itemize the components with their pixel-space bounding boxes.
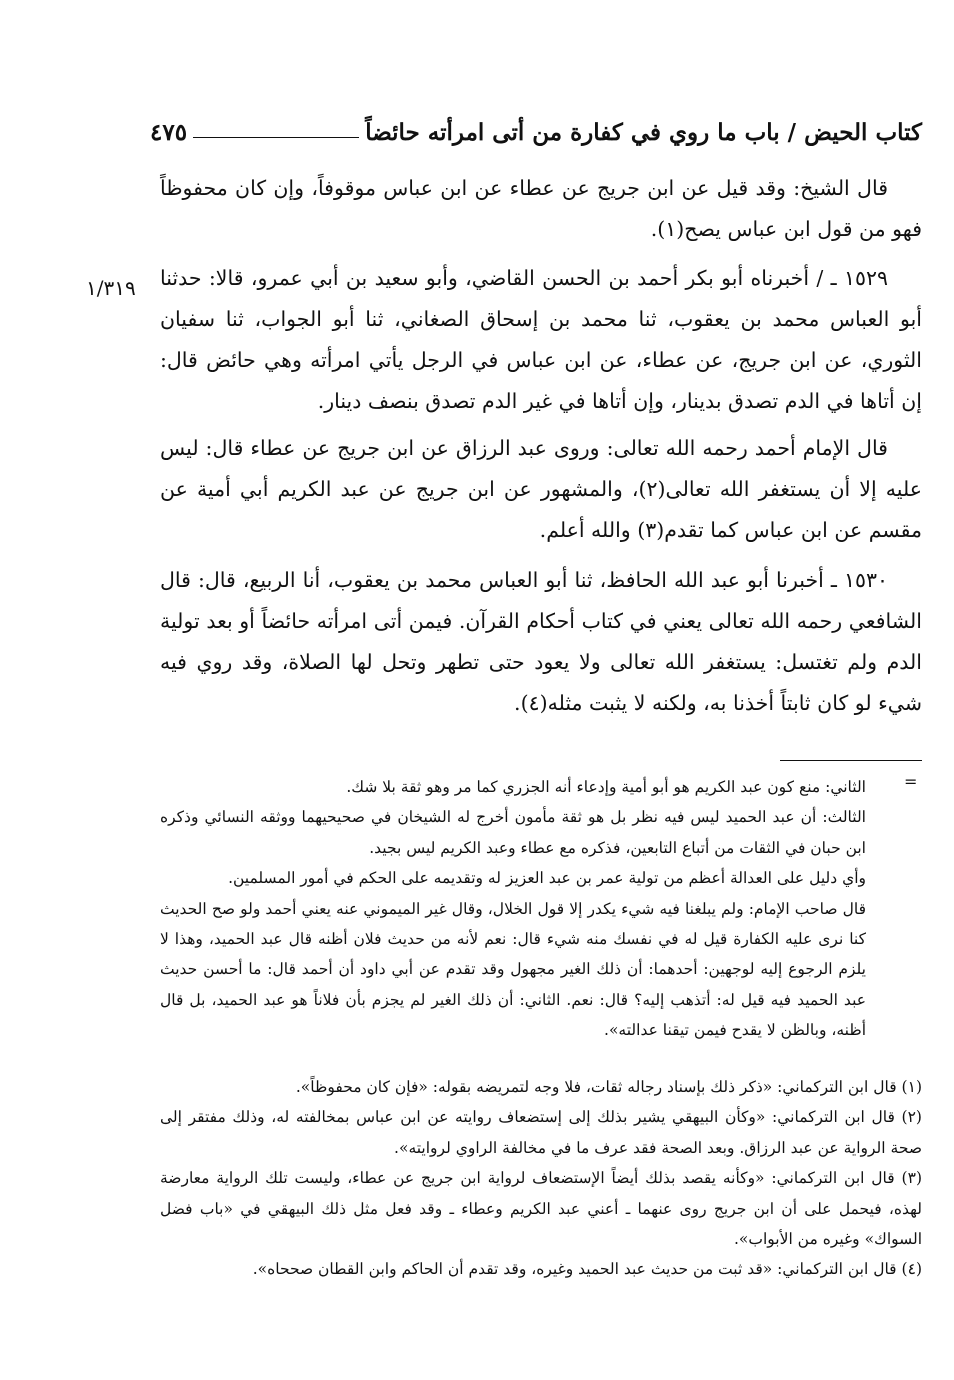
paragraph-hadith-1530: ١٥٣٠ ـ أخبرنا أبو عبد الله الحافظ، ثنا أبو العباس محمد بن يعقوب، أنا الربيع، قال: قال الشافعي رحمه الله تعالى يعني في كتاب أحكام القرآن. فيمن أتى امرأته حائضاً أو بعد تولية الدم ولم تغتسل: يستغفر الله تعالى ولا يعود حتى تطهر وتحل لها الصلاة، وقد روي فيه شيء لو كان ثابتاً أخذنا به، ولكنه لا يثبت مثله(٤). <box>160 568 922 715</box>
footnote-text: قال ابن التركماني: «قد ثبت من حديث عبد الحميد وغيره، وقد تقدم أن الحاكم وابن القطان صححاه». <box>252 1260 897 1279</box>
footnote-number: (٢) <box>901 1108 922 1127</box>
footnote-4 <box>160 1254 922 1284</box>
footnote-cont-line: الثالث: أن عبد الحميد ليس فيه نظر بل هو ثقة مأمون أخرج له الشيخان في صحيحيهما ووثقه النسائي وذكره ابن حبان في الثقات من أتباع التابعين، فذكره مع عطاء وعبد الكريم ليس بجيد. <box>160 808 866 857</box>
footnote-number: (١) <box>901 1078 922 1096</box>
footnotes <box>160 1072 922 1285</box>
footnote-cont-line: وأي دليل على العدالة أعظم من تولية عمر بن عبد العزيز له وتقديمه على الحكم في أمور المسلمين. <box>228 869 866 888</box>
footnote-3 <box>160 1163 922 1254</box>
footnote-cont-line: الثاني: منع كون عبد الكريم هو أبو أمية وإدعاء أنه الجزري كما مر وهو ثقة بلا شك. <box>346 778 866 796</box>
footnote-separator <box>780 760 922 761</box>
margin-reference: ١/٣١٩ <box>86 276 136 300</box>
paragraph-hadith-1529: ١٥٢٩ ـ / أخبرناه أبو بكر أحمد بن الحسن القاضي، وأبو سعيد بن أبي عمرو، قالا: حدثنا أبو العباس محمد بن يعقوب، ثنا محمد بن إسحاق الصغاني، ثنا أبو الجواب، ثنا سفيان الثوري، عن ابن جريج، عن عطاء، عن ابن عباس في الرجل يأتي امرأته وهي حائض قال: إن أتاها في الدم تصدق بدينار، وإن أتاها في غير الدم تصدق بنصف دينار. <box>160 266 922 413</box>
main-text-1530 <box>160 560 922 724</box>
header-title: كتاب الحيض / باب ما روي في كفارة من أتى امرأته حائضاً <box>365 118 922 146</box>
footnote-cont-line: قال صاحب الإمام: ولم يبلغنا فيه شيء يكدر إلا قول الخلال، وقال غير الميموني عنه يعني أحمد ولو صح الحديث كنا نرى عليه الكفارة قيل له في نفسك منه شيء قال: نعم لأنه من حديث فلان أظنه قال عبد الحميد، وهذا لا يلزم الرجوع إليه لوجهين: أحدهما: أن ذلك الغير مجهول وقد تقدم عن أبي داود أن أحمد قال: ما أحسن حديث عبد الحميد فيه قيل له: أتذهب إليه؟ قال: نعم. الثاني: أن ذلك الغير لم يجزم بأن فلاناً هو عبد الحميد، بل قال أظنه، وبالظن لا يقدح فيمن تيقنا عدالته». <box>160 899 866 1040</box>
footnote-text: قال ابن التركماني: «ذكر ذلك بإسناد رجاله ثقات، فلا وجه لتمريضه بقوله: «فإن كان محفوظاً». <box>295 1078 897 1096</box>
main-text-imam <box>160 428 922 551</box>
paragraph-shaykh: قال الشيخ: وقد قيل عن ابن جريج عن عطاء عن ابن عباس موقوفاً، وإن كان محفوظاً فهو من قول ابن عباس يصح(١). <box>160 176 922 241</box>
header-rule <box>193 137 359 138</box>
footnote-number: (٤) <box>901 1260 922 1279</box>
footnote-2 <box>160 1102 922 1163</box>
footnote-continuation-marker: = <box>904 772 918 791</box>
main-text <box>160 168 922 250</box>
footnote-number: (٣) <box>901 1169 922 1188</box>
footnote-text: قال ابن التركماني: «وكأن البيهقي يشير بذلك إلى إستضعاف روايته عن ابن عباس بمخالفته له، وذلك مفتقر إلى صحة الرواية عن عبد الرزاق. وبعد الصحة فقد عرف ما في مخالفة الراوي لروايته». <box>160 1108 922 1157</box>
footnote-continuation <box>160 772 922 1046</box>
paragraph-imam: قال الإمام أحمد رحمه الله تعالى: وروى عبد الرزاق عن ابن جريج عن عطاء قال: ليس عليه إلا أن يستغفر الله تعالى(٢)، والمشهور عن ابن جريج عن عبد الكريم أبي أمية عن مقسم عن ابن عباس كما تقدم(٣) والله أعلم. <box>160 436 922 542</box>
running-header <box>150 112 922 152</box>
footnote-1 <box>160 1072 922 1102</box>
main-text-1529 <box>160 258 922 422</box>
footnote-text: قال ابن التركماني: «وكأنه يقصد بذلك أيضاً الإستضعاف لرواية ابن جريج عن عطاء، وليست تلك الرواية معارضة لهذه، فيحمل على أن ابن جريج روى عنهما ـ أعني عبد الكريم وعطاء ـ وقد فعل مثل ذلك البيهقي في «باب فضل السواك» وغيره من الأبواب». <box>160 1169 922 1249</box>
page-number: ٤٧٥ <box>150 118 188 146</box>
